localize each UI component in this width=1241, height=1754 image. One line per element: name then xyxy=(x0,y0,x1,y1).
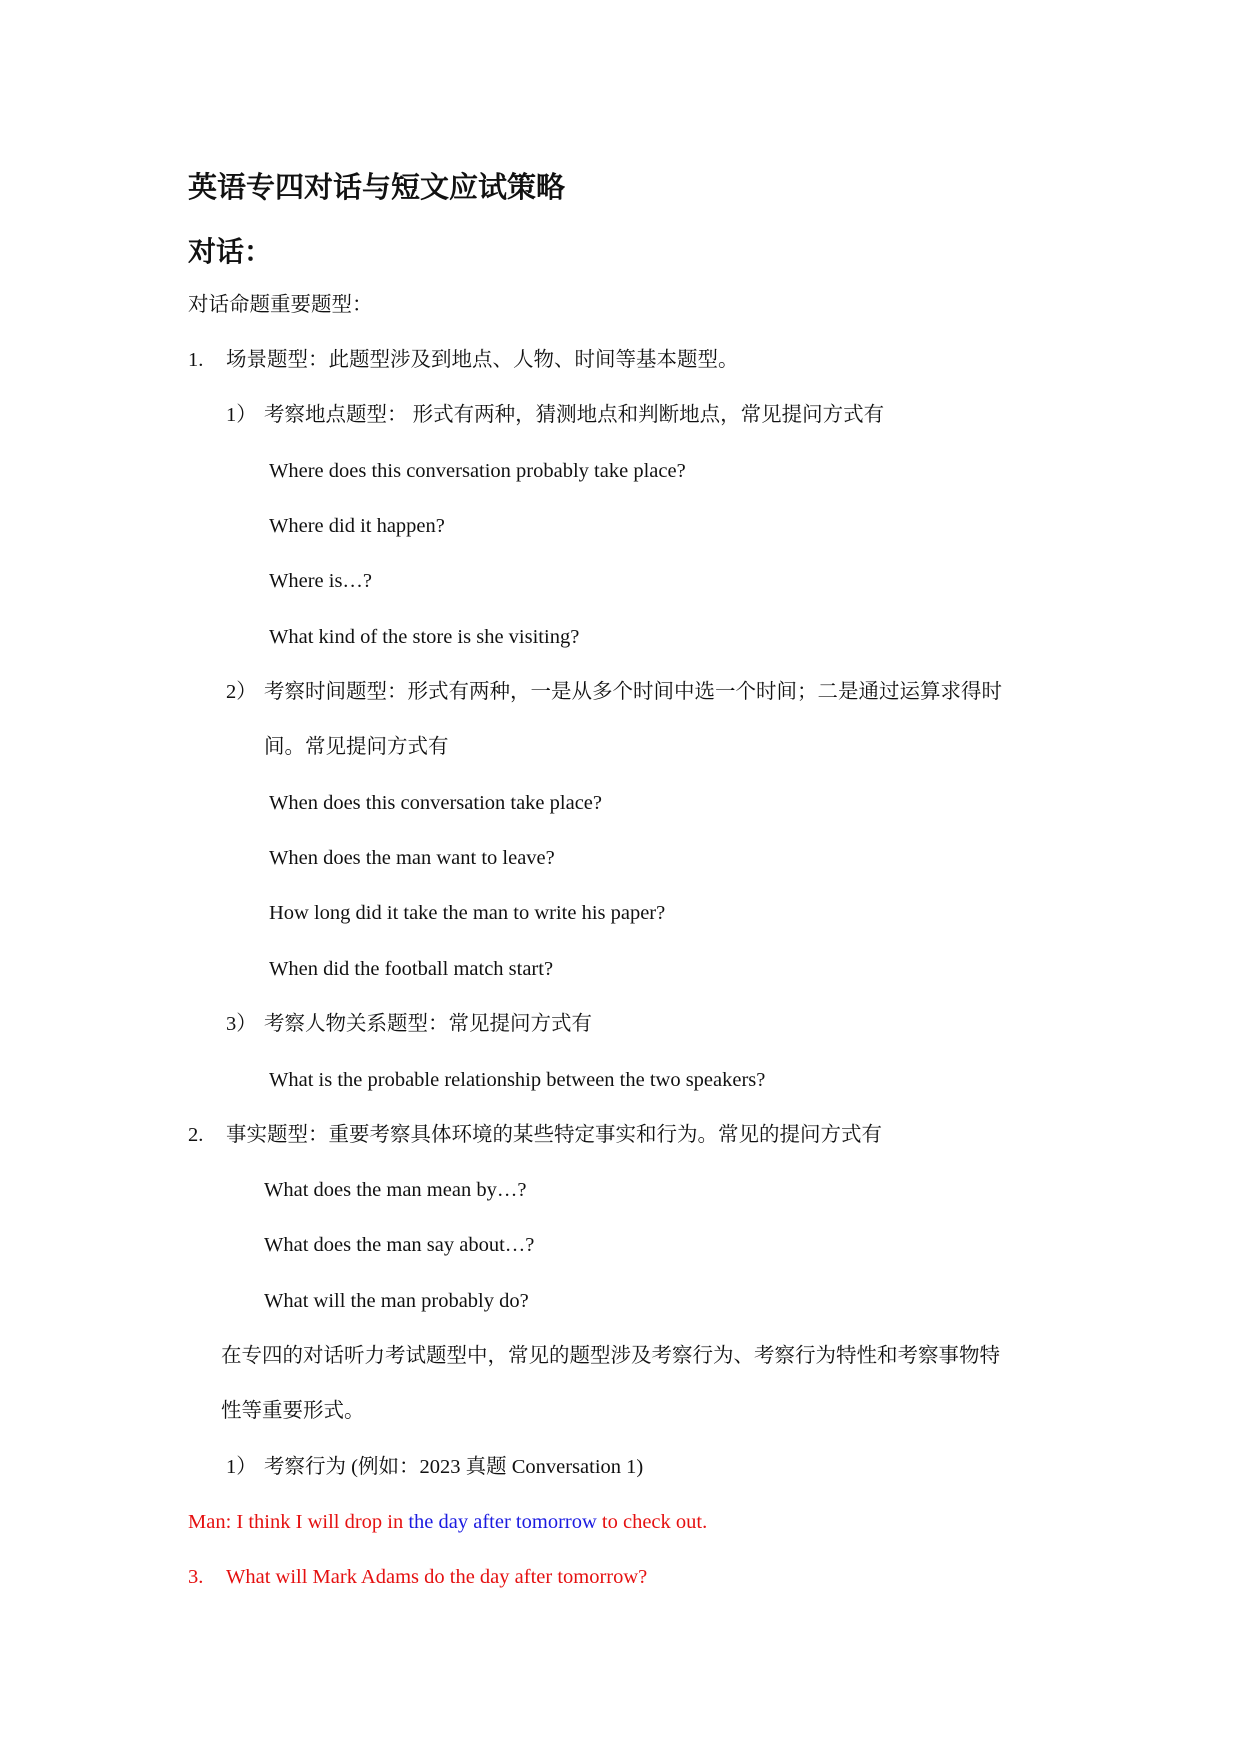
item-number: 2. xyxy=(188,1124,204,1146)
example-question: When does the man want to leave? xyxy=(269,847,555,869)
example-question: When did the football match start? xyxy=(269,958,554,980)
subitem-1-3 xyxy=(226,1011,592,1037)
subitem-text: 考察人物关系题型：常见提问方式有 xyxy=(264,1013,592,1035)
item-text: 场景题型：此题型涉及到地点、人物、时间等基本题型。 xyxy=(226,349,739,371)
item-3 xyxy=(188,1564,647,1590)
subitem-number: 1） xyxy=(226,1456,257,1478)
example-question: What will the man probably do? xyxy=(264,1290,529,1312)
item-1 xyxy=(188,347,739,373)
intro-text: 对话命题重要题型： xyxy=(188,294,373,316)
example-question: What does the man mean by…? xyxy=(264,1179,527,1201)
example-question: Where did it happen? xyxy=(269,515,445,537)
quote-part-3: to check out. xyxy=(596,1511,708,1533)
subitem-number: 2） xyxy=(226,681,257,703)
quote-highlight: the day after tomorrow xyxy=(408,1511,597,1533)
item-text: What will Mark Adams do the day after tomorrow? xyxy=(226,1566,648,1588)
section-heading: 对话： xyxy=(188,235,273,268)
quote-part-1: Man: I think I will drop in xyxy=(188,1511,409,1533)
item-2 xyxy=(188,1122,882,1148)
paragraph-continued: 性等重要形式。 xyxy=(221,1400,365,1422)
example-question: What does the man say about…? xyxy=(264,1234,535,1256)
item-text: 事实题型：重要考察具体环境的某些特定事实和行为。常见的提问方式有 xyxy=(226,1124,882,1146)
item-number: 1. xyxy=(188,349,204,371)
paragraph: 在专四的对话听力考试题型中，常见的题型涉及考察行为、考察行为特性和考察事物特 xyxy=(221,1345,1000,1367)
example-question: Where is…? xyxy=(269,570,373,592)
subitem-number: 1） xyxy=(226,404,257,426)
example-question: What is the probable relationship between the two speakers? xyxy=(269,1069,766,1091)
dialogue-quote xyxy=(188,1509,707,1535)
example-question: How long did it take the man to write his paper? xyxy=(269,902,666,924)
subitem-1-2 xyxy=(226,679,1002,705)
subitem-2-1 xyxy=(226,1454,643,1480)
item-number: 3. xyxy=(188,1566,204,1588)
example-question: When does this conversation take place? xyxy=(269,792,602,814)
subitem-text: 考察行为 (例如：2023 真题 Conversation 1) xyxy=(264,1456,644,1478)
subitem-number: 3） xyxy=(226,1013,257,1035)
subitem-1-1 xyxy=(226,402,884,428)
document-title: 英语专四对话与短文应试策略 xyxy=(188,170,566,204)
example-question: Where does this conversation probably take place? xyxy=(269,460,686,482)
example-question: What kind of the store is she visiting? xyxy=(269,626,580,648)
subitem-text: 考察时间题型：形式有两种，一是从多个时间中选一个时间；二是通过运算求得时 xyxy=(264,681,1002,703)
subitem-text: 考察地点题型： 形式有两种，猜测地点和判断地点，常见提问方式有 xyxy=(264,404,885,426)
subitem-text-continued: 间。常见提问方式有 xyxy=(264,736,449,758)
